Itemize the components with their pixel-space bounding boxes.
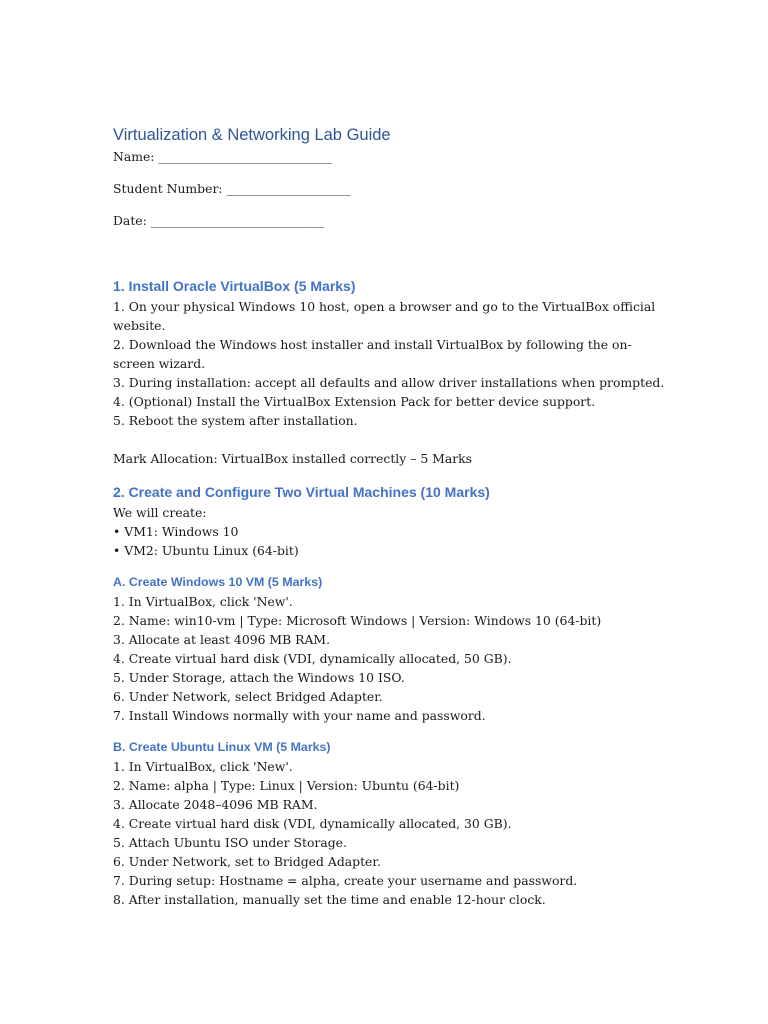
vm-bullet-list — [113, 522, 673, 560]
subsection-b-step: 7. During setup: Hostname = alpha, create your username and password. — [113, 873, 578, 888]
subsection-a-step: 2. Name: win10-vm | Type: Microsoft Windows | Version: Windows 10 (64-bit) — [113, 613, 602, 628]
vm-bullet-item: • VM2: Ubuntu Linux (64-bit) — [113, 543, 299, 558]
subsection-a-step: 5. Under Storage, attach the Windows 10 ISO. — [113, 670, 405, 685]
subsection-a-step: 6. Under Network, select Bridged Adapter. — [113, 689, 383, 704]
subsection-a-steps — [113, 592, 673, 725]
name-field-line: Name: ____________________________ — [113, 149, 332, 164]
section-1-steps — [113, 297, 673, 430]
subsection-b-step: 3. Allocate 2048–4096 MB RAM. — [113, 797, 318, 812]
subsection-a-heading: A. Create Windows 10 VM (5 Marks) — [113, 575, 323, 589]
section-1-step: 2. Download the Windows host installer and install VirtualBox by following the on-screen wizard. — [113, 337, 632, 371]
subsection-a-step: 4. Create virtual hard disk (VDI, dynamically allocated, 50 GB). — [113, 651, 512, 666]
vm-bullet-item: • VM1: Windows 10 — [113, 524, 239, 539]
subsection-b-steps — [113, 757, 673, 909]
document-title: Virtualization & Networking Lab Guide — [113, 126, 391, 144]
section-1-heading: 1. Install Oracle VirtualBox (5 Marks) — [113, 278, 356, 294]
subsection-b-step: 2. Name: alpha | Type: Linux | Version: Ubuntu (64-bit) — [113, 778, 460, 793]
section-1-step: 1. On your physical Windows 10 host, open a browser and go to the VirtualBox official website. — [113, 299, 656, 333]
subsection-a-step: 3. Allocate at least 4096 MB RAM. — [113, 632, 331, 647]
subsection-b-step: 1. In VirtualBox, click 'New'. — [113, 759, 293, 774]
student-number-field-line: Student Number: ____________________ — [113, 181, 351, 196]
subsection-a-step: 7. Install Windows normally with your name and password. — [113, 708, 486, 723]
document-page — [113, 122, 673, 909]
mark-allocation-note: Mark Allocation: VirtualBox installed correctly – 5 Marks — [113, 451, 473, 466]
subsection-b-step: 8. After installation, manually set the time and enable 12-hour clock. — [113, 892, 546, 907]
section-2-heading: 2. Create and Configure Two Virtual Machines (10 Marks) — [113, 484, 490, 500]
subsection-b-heading: B. Create Ubuntu Linux VM (5 Marks) — [113, 740, 331, 754]
subsection-a-step: 1. In VirtualBox, click 'New'. — [113, 594, 293, 609]
section-1-step: 4. (Optional) Install the VirtualBox Extension Pack for better device support. — [113, 394, 596, 409]
subsection-b-step: 5. Attach Ubuntu ISO under Storage. — [113, 835, 347, 850]
date-field-line: Date: ____________________________ — [113, 213, 325, 228]
section-1-step: 3. During installation: accept all defaults and allow driver installations when prompted. — [113, 375, 665, 390]
section-1-step: 5. Reboot the system after installation. — [113, 413, 358, 428]
section-2-intro: We will create: — [113, 505, 207, 520]
subsection-b-step: 6. Under Network, set to Bridged Adapter. — [113, 854, 381, 869]
subsection-b-step: 4. Create virtual hard disk (VDI, dynamically allocated, 30 GB). — [113, 816, 512, 831]
